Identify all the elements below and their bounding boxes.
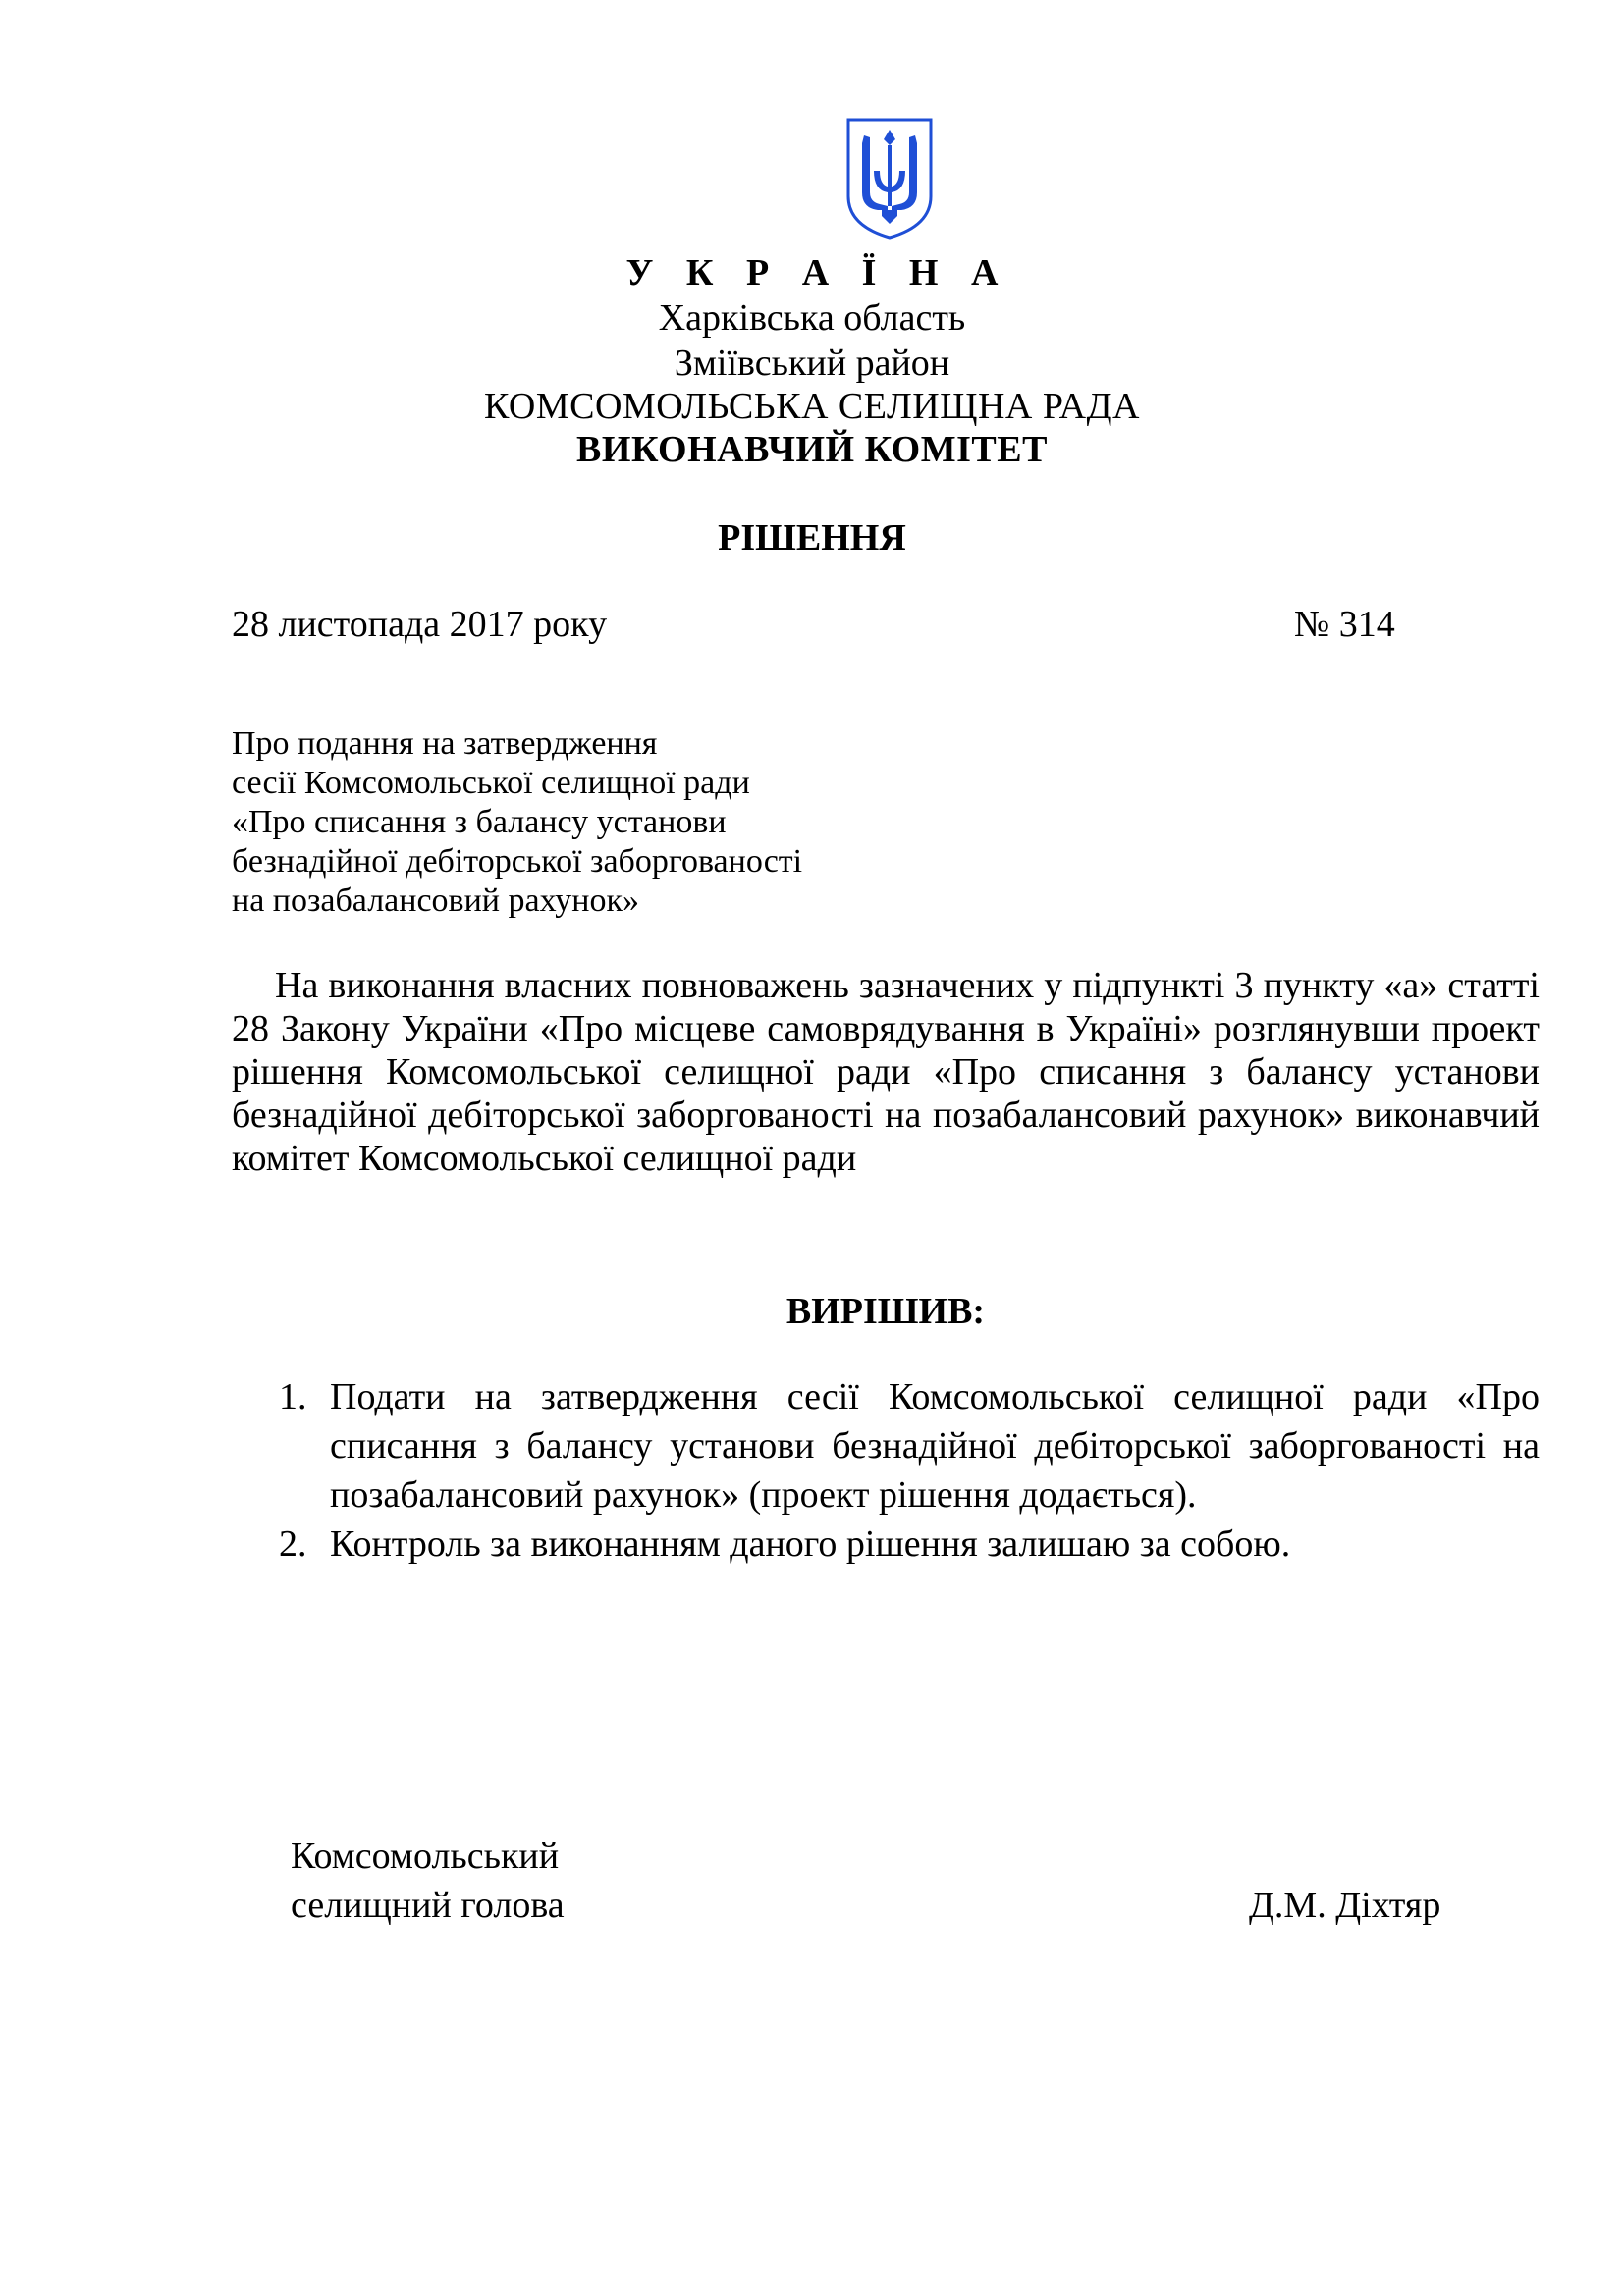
decision-date: 28 листопада 2017 року	[232, 604, 608, 645]
decision-item	[279, 1520, 1540, 1569]
decision-item-number: 2.	[279, 1523, 307, 1565]
decision-item-text: Контроль за виконанням даного рішення залишаю за собою.	[330, 1523, 1291, 1565]
decision-subject	[232, 724, 919, 921]
oblast-name: Харківська область	[658, 297, 966, 339]
decision-number: № 314	[1294, 604, 1395, 645]
decision-item	[279, 1372, 1540, 1520]
raion-name: Зміївський район	[674, 343, 950, 384]
decision-item-number: 1.	[279, 1376, 307, 1417]
resolve-heading: ВИРІШИВ:	[785, 1291, 986, 1332]
signatory-title-line: Комсомольський	[291, 1836, 560, 1877]
subject-line: Про подання на затвердження	[232, 725, 658, 762]
country-name: У К Р А Ї Н А	[625, 252, 1010, 294]
subject-line: сесії Комсомольської селищної ради	[232, 765, 750, 801]
subject-line: на позабалансовий рахунок»	[232, 882, 639, 919]
decisions-list	[279, 1372, 1540, 1569]
committee-name: ВИКОНАВЧИЙ КОМІТЕТ	[576, 429, 1048, 470]
document-type-heading: РІШЕННЯ	[718, 517, 906, 559]
signatory-name: Д.М. Діхтяр	[1249, 1885, 1441, 1926]
trident-coat-of-arms-icon	[844, 116, 935, 241]
subject-line: безнадійної дебіторської заборгованості	[232, 843, 803, 880]
signatory-title	[291, 1832, 565, 1930]
decision-item-text: Подати на затвердження сесії Комсомольської селищної ради «Про списання з балансу установи безнадійної дебіторської заборгованості на позабалансовий рахунок» (проект рішення додається).	[330, 1376, 1540, 1516]
council-name: КОМСОМОЛЬСЬКА СЕЛИЩНА РАДА	[484, 386, 1140, 427]
subject-line: «Про списання з балансу установи	[232, 804, 727, 840]
preamble-paragraph: На виконання власних повноважень зазначених у підпункті 3 пункту «а» статті 28 Закону України «Про місцеве самоврядування в Україні» розглянувши проект рішення Комсомольської селищної ради «Про списання з балансу установи безнадійної дебіторської заборгованості на позабалансовий рахунок» виконавчий комітет Комсомольської селищної ради	[232, 965, 1540, 1179]
signatory-title-line: селищний голова	[291, 1885, 565, 1926]
